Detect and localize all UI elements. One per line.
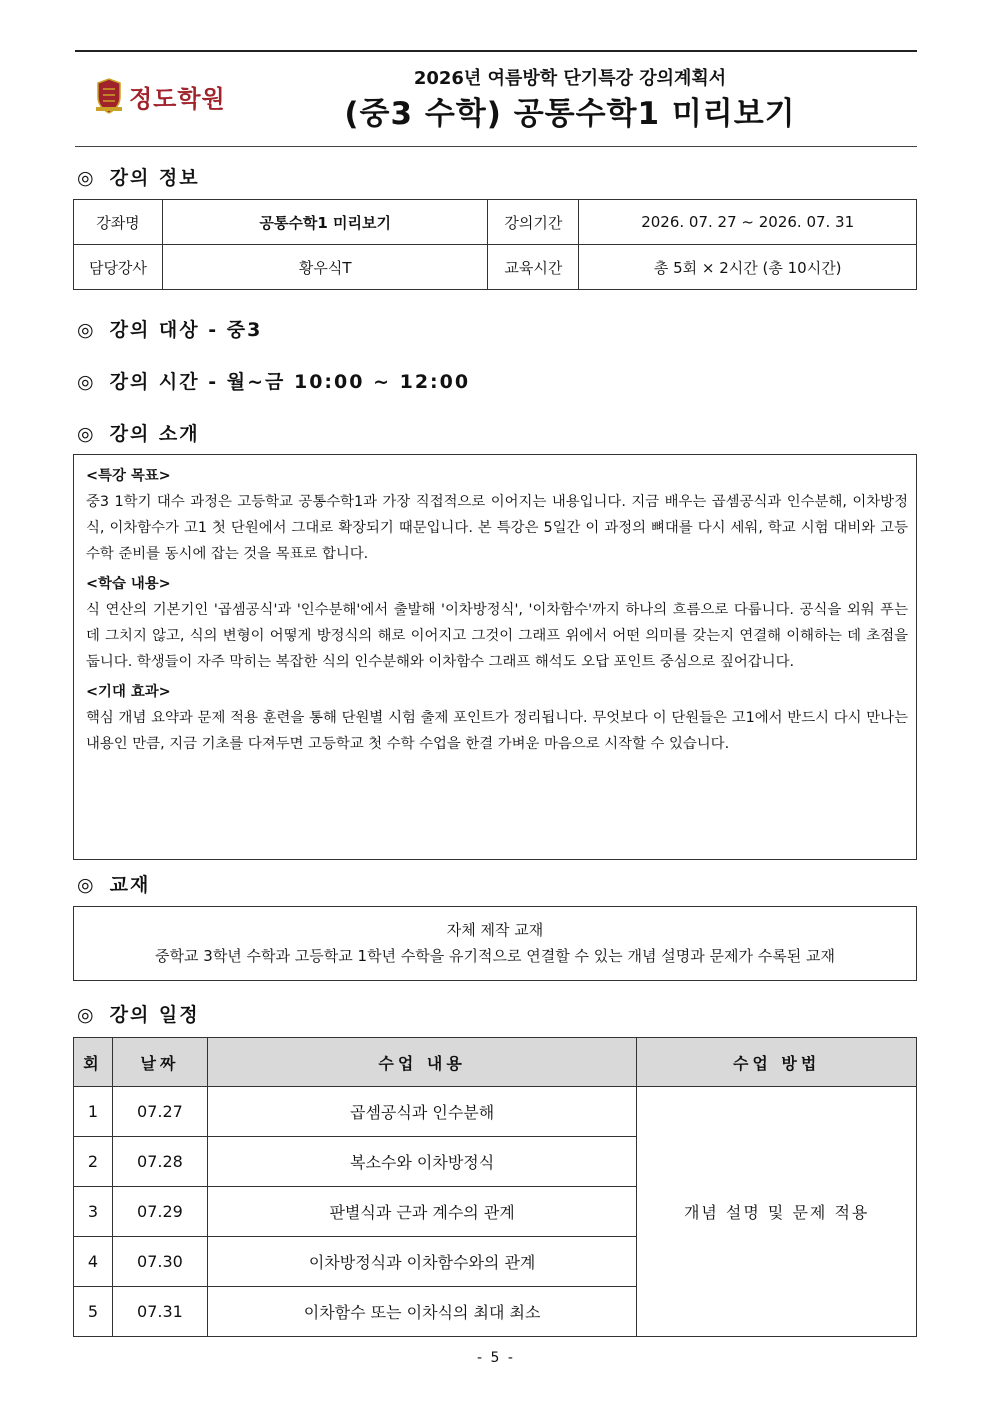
goal-text: 중3 1학기 대수 과정은 고등학교 공통수학1과 가장 직접적으로 이어지는 내용입니다. 지금 배우는 곱셈공식과 인수분해, 이차방정식, 이차함수가 고1 첫 단원에서 그대로 확장되기 때문입니다. 본 특강은 5일간 이 과정의 뼈대를 다시 세워, 학교 시험 대비와 고등 수학 준비를 동시에 잡는 것을 목표로 합니다. xyxy=(86,494,908,562)
session-method: 개념 설명 및 문제 적용 xyxy=(637,1087,917,1337)
intro-box xyxy=(73,454,917,860)
session-date: 07.28 xyxy=(112,1137,207,1187)
content-text: 식 연산의 기본기인 '곱셈공식'과 '인수분해'에서 출발해 '이차방정식', '이차함수'까지 하나의 흐름으로 다룹니다. 공식을 외워 푸는 데 그치지 않고, 식의 변형이 어떻게 방정식의 해로 이어지고 그것이 그래프 위에서 어떤 의미를 갖는지 연결해 이해하는 데 초점을 둡니다. 학생들이 자주 막히는 복잡한 식의 인수분해와 이차함수 그래프 해석도 오답 포인트 중심으로 짚어갑니다. xyxy=(86,602,908,670)
goal-heading: <특강 목표> xyxy=(86,468,171,484)
teacher-label: 담당강사 xyxy=(74,245,163,290)
section-heading-target xyxy=(77,315,262,342)
section-mark: ◎ xyxy=(77,167,96,189)
crest-icon xyxy=(95,77,123,115)
section-title: 강의 정보 xyxy=(109,167,200,189)
section-mark: ◎ xyxy=(77,423,96,445)
page-number: - 5 - xyxy=(477,1350,515,1366)
section-mark: ◎ xyxy=(77,1004,96,1026)
table-row xyxy=(74,200,917,245)
effect-heading: <기대 효과> xyxy=(86,684,171,700)
hours-label: 교육시간 xyxy=(488,245,579,290)
session-content: 복소수와 이차방정식 xyxy=(207,1137,636,1187)
schedule-table xyxy=(73,1037,917,1337)
column-header-method: 수업 방법 xyxy=(637,1038,917,1087)
section-mark: ◎ xyxy=(77,319,96,341)
table-header-row xyxy=(74,1038,917,1087)
session-number: 1 xyxy=(74,1087,113,1137)
session-number: 2 xyxy=(74,1137,113,1187)
course-name-label: 강좌명 xyxy=(74,200,163,245)
course-name-value: 공통수학1 미리보기 xyxy=(162,200,488,245)
document-subtitle: 2026년 여름방학 단기특강 강의계획서 xyxy=(413,68,727,89)
document-header xyxy=(75,60,917,140)
textbook-name: 자체 제작 교재 xyxy=(446,921,544,939)
section-heading-intro xyxy=(77,419,200,446)
session-content: 판별식과 근과 계수의 관계 xyxy=(207,1187,636,1237)
hours-value: 총 5회 × 2시간 (총 10시간) xyxy=(579,245,917,290)
section-title: 강의 시간 - 월~금 10:00 ~ 12:00 xyxy=(109,371,471,393)
column-header-date: 날짜 xyxy=(112,1038,207,1087)
section-heading-info xyxy=(77,163,200,190)
section-title: 강의 대상 - 중3 xyxy=(109,319,263,341)
session-number: 4 xyxy=(74,1237,113,1287)
period-value: 2026. 07. 27 ~ 2026. 07. 31 xyxy=(579,200,917,245)
top-rule xyxy=(75,50,917,52)
section-title: 교재 xyxy=(109,874,151,896)
section-heading-schedule xyxy=(77,1000,200,1027)
content-heading: <학습 내용> xyxy=(86,576,171,592)
logo-name: 정도학원 xyxy=(129,84,226,113)
section-mark: ◎ xyxy=(77,874,96,896)
table-row xyxy=(74,245,917,290)
session-number: 5 xyxy=(74,1287,113,1337)
session-date: 07.31 xyxy=(112,1287,207,1337)
header-rule xyxy=(75,146,917,147)
column-header-content: 수업 내용 xyxy=(207,1038,636,1087)
session-date: 07.27 xyxy=(112,1087,207,1137)
session-content: 이차방정식과 이차함수와의 관계 xyxy=(207,1237,636,1287)
section-title: 강의 소개 xyxy=(109,423,200,445)
effect-text: 핵심 개념 요약과 문제 적용 훈련을 통해 단원별 시험 출제 포인트가 정리됩니다. 무엇보다 이 단원들은 고1에서 반드시 다시 만나는 내용인 만큼, 지금 기초를 다져두면 고등학교 첫 수학 수업을 한결 가벼운 마음으로 시작할 수 있습니다. xyxy=(86,710,908,752)
section-heading-book xyxy=(77,870,150,897)
academy-logo xyxy=(95,76,226,116)
section-title: 강의 일정 xyxy=(109,1004,200,1026)
textbook-description: 중학교 3학년 수학과 고등학교 1학년 수학을 유기적으로 연결할 수 있는 개념 설명과 문제가 수록된 교재 xyxy=(155,947,835,965)
session-number: 3 xyxy=(74,1187,113,1237)
course-info-table xyxy=(73,199,917,290)
teacher-value: 황우식T xyxy=(162,245,488,290)
column-header-number: 회 xyxy=(74,1038,113,1087)
session-date: 07.30 xyxy=(112,1237,207,1287)
session-date: 07.29 xyxy=(112,1187,207,1237)
section-heading-time xyxy=(77,367,470,394)
table-row xyxy=(74,1087,917,1137)
textbook-box xyxy=(73,906,917,981)
document-title: (중3 수학) 공통수학1 미리보기 xyxy=(344,96,796,132)
period-label: 강의기간 xyxy=(488,200,579,245)
session-content: 곱셈공식과 인수분해 xyxy=(207,1087,636,1137)
section-mark: ◎ xyxy=(77,371,96,393)
session-content: 이차함수 또는 이차식의 최대 최소 xyxy=(207,1287,636,1337)
